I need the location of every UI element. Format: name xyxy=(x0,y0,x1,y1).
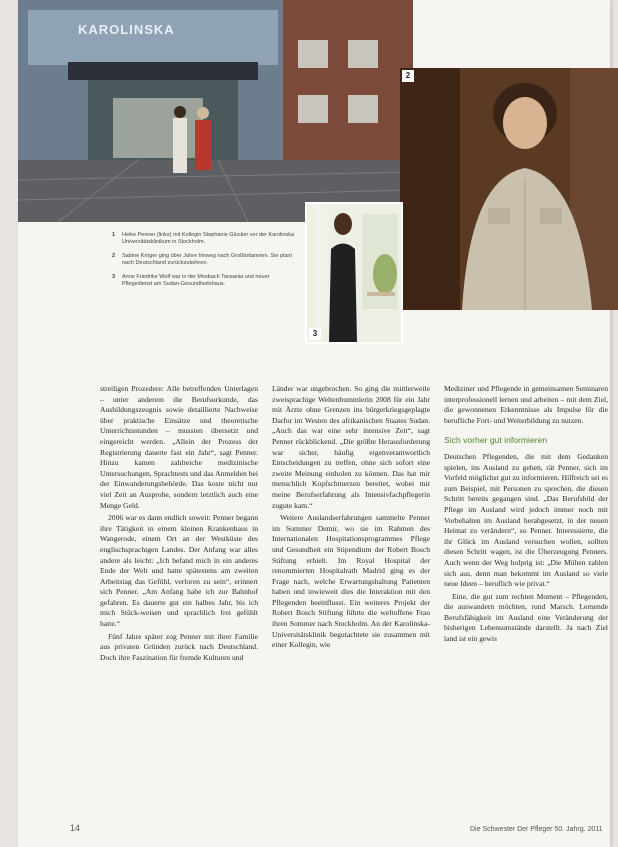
caption-number: 2 xyxy=(112,253,116,259)
paragraph: Mediziner und Pflegende in gemeinsamen Seminaren interprofessionell lernen und arbeiten – mit dem Ziel, die gewonnenen Erkenntnisse als Impulse für die berufliche Fort- und Weiterbildung zu nutzen. xyxy=(444,384,608,425)
caption-number: 3 xyxy=(112,274,116,280)
photo-captions xyxy=(112,232,298,295)
portrait-illustration xyxy=(400,68,618,310)
photo-hospital-entrance xyxy=(18,0,413,222)
paragraph: Deutschen Pflegenden, die mit dem Gedanken spielen, ins Ausland zu gehen, rät Penner, sich im Vorfeld möglichst gut zu informieren. Hilfreich sei es zum Beispiel, mit Personen zu sprechen, die diesen Schritt bereits gegangen sind. „Das Berufsbild der Pflege im Ausland wird jedoch immer noch mit Vorbehalten im Ausland herabgesetzt, in der neuen Heimat zu verändern“, so Penner. Interessierte, die ihr Glück im Ausland versuchen wollen, sollten diesen Schritt wagen, ist die Überzeugung Penners. Auch wenn der Weg holprig ist: „Die Mühen zahlen sich aus, denn man bekommt im Ausland so viele neue Ideen – beruflich wie privat.“ xyxy=(444,451,608,589)
article-column-1 xyxy=(100,384,258,665)
article-column-3 xyxy=(444,384,608,647)
photo-number-3: 3 xyxy=(309,328,321,340)
section-subheading: Sich vorher gut informieren xyxy=(444,435,548,446)
caption-text: Sabine Kröger ging über Jahre hinweg nach Großbritannien. Sie plant nach Deutschland zurückzukehren. xyxy=(122,253,292,266)
paragraph: Weitere Auslandserfahrungen sammelte Penner im Sommer Demir, wo sie im Rahmen des Internationalen Hospitationsprogrammes Pflege und Gesundheit ein Stipendium der Robert Bosch Stiftung erhielt. Im Royal Hospital der renommierten Hospitalrath Madrid ging es der Frage nach, welche Erwartungshaltung Patienten haben und inwieweit dies die Interaktion mit den Pflegenden beeinflusst. Ein weiteres Projekt der Robert Bosch Stiftung führte die weltoffene Frau ihren Sommer nach Stockholm. An der Karolinska-Universitätsklinik begutachtete sie zusammen mit einer Kollegin, wie xyxy=(272,513,430,650)
caption-2 xyxy=(112,253,298,267)
paragraph: Eine, die gut zum rechten Moment – Pflegenden, die auswandern möchten, rund Marsch. Lernende Berufsfähigkeit im Ausland eine Veränderung der bisherigen Lebensumstände darstellt. Ja nach Ziel land ist ein gewis xyxy=(444,591,608,644)
journal-footer: Die Schwester Der Pfleger 50. Jahrg. 2011 xyxy=(470,826,603,833)
caption-1 xyxy=(112,232,298,246)
photo-nurse-window xyxy=(305,202,403,344)
paragraph: 2006 war es dann endlich soweit: Penner begann ihre Tätigkeit in einem kleinen Krankenhaus in Wangerode, einem Ort an der Westküste des englischsprachigen Landes. Der Anfang war alles andere als leicht: „Ich befand mich in ein anderes Ende der Welt und hatte spätestens am zweiten Arbeitstag das Gefühl, verloren zu sein“, erinnert sich Penner. „Am Anfang habe ich zur Bahnhof gefahren. Es dauerte gut ein halbes Jahr, bis ich mich Stück-weisen und sprachlich frei gefühlt hatte.“ xyxy=(100,513,258,629)
window-portrait-illustration xyxy=(307,204,401,342)
page-number: 14 xyxy=(70,823,81,833)
caption-number: 1 xyxy=(112,232,116,238)
paragraph: streiligen Prozedere: Alle betreffenden Unterlagen – unter anderem die Berufsurkunde, das Ausbildungszeugnis sowie detaillierte Nachweise über praktische Einsätze und theoretische Unterrichtsstunden – mussten übersetzt und eingereicht werden. „Allein der Prozess der Registrierung dauerte fast ein Jahr“, sagt Penner. Hinzu kamen zahlreiche medizinische Untersuchungen, Sprachtests und das Anmelden bei der Einwanderungsbehörde. Das koste nicht nur viel Zeit an Ausprobe, sondern letztlich auch eine Menge Geld. xyxy=(100,384,258,510)
hospital-sign: KAROLINSKA xyxy=(78,22,175,37)
paragraph: Fünf Jahre später zog Penner mit ihrer Familie aus privaten Gründen zurück nach Deutschland. Doch ihre Faszination für fremde Kulturen und xyxy=(100,631,258,662)
article-column-2 xyxy=(272,384,430,653)
photo-number-2: 2 xyxy=(402,70,414,82)
caption-3 xyxy=(112,274,298,288)
caption-text: Heike Penner (links) mit Kollegin Stephanie Glocker vor der Karolinska Universitätsklinikum in Stockholm. xyxy=(122,232,295,245)
photo-portrait-nurse xyxy=(400,68,618,310)
paragraph: Länder war ungebrochen. So ging die mittlerweile zweisprachige Weltenbummlerin 2008 für ein Jahr mit Ärzte ohne Grenzen ins bürgerkriegsgeplagte Darfur im Westen des afrikanischen Staates Sudan. „Auch das war eine sehr intensive Zeit“, sagt Penner rückblickend. „Die größte Herausforderung war sicher, häufig eigenverantwortlich Entscheidungen zu treffen, ohne sich sofort eine zweite Meinung einholen zu können. Das hat mir menschlich Kopfschmerzen bereitet, wobei mir meine Berufserfahrung als Intensivfachpflegerin zugute kam.“ xyxy=(272,384,430,510)
caption-text: Anne Friedrike Wolf war in der Mosbach Tansania und neuer Pflegedienst am Sudan-Gesundheitshaus. xyxy=(122,274,270,287)
